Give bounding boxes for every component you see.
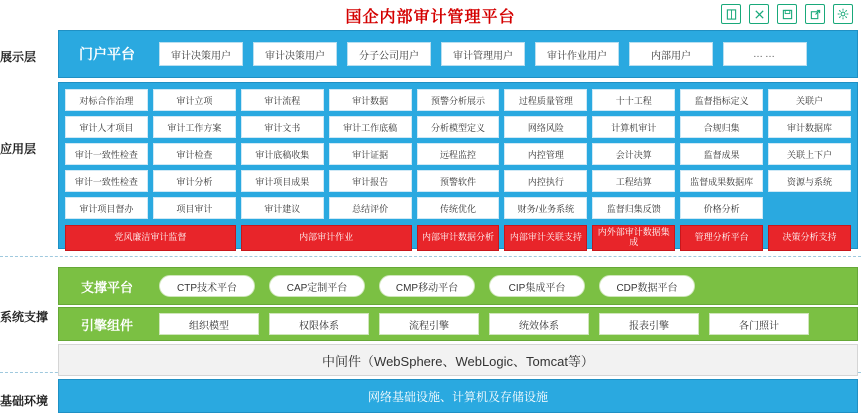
app-module[interactable]: 传统优化 — [417, 197, 500, 219]
support-platform-list — [155, 275, 695, 297]
support-platform-item[interactable]: CMP移动平台 — [379, 275, 475, 297]
support-platform-item[interactable]: CDP数据平台 — [599, 275, 695, 297]
app-module[interactable]: 审计一致性检查 — [65, 170, 148, 192]
app-module[interactable]: 十十工程 — [592, 89, 675, 111]
portal-user-list — [155, 42, 807, 66]
app-module[interactable]: 预警分析展示 — [417, 89, 500, 111]
layer-label-infrastructure: 基础环境 — [0, 394, 49, 408]
portal-item[interactable]: 审计决策用户 — [253, 42, 337, 66]
divider-application-support — [0, 256, 861, 257]
app-module[interactable]: 监督归集反馈 — [592, 197, 675, 219]
application-module-grid — [65, 89, 851, 219]
app-module[interactable]: 审计文书 — [241, 116, 324, 138]
app-module[interactable]: 审计证据 — [329, 143, 412, 165]
app-module[interactable]: 对标合作治理 — [65, 89, 148, 111]
engine-component-item[interactable]: 权限体系 — [269, 313, 369, 335]
app-module[interactable]: 审计一致性检查 — [65, 143, 148, 165]
app-module[interactable]: 会计决算 — [592, 143, 675, 165]
app-module[interactable]: 财务/业务系统 — [504, 197, 587, 219]
application-highlight-row — [65, 225, 851, 251]
engine-components-title: 引擎组件 — [80, 317, 133, 333]
portal-item[interactable]: 内部用户 — [629, 42, 713, 66]
highlight-module[interactable]: 党风廉洁审计监督 — [65, 225, 236, 251]
app-module[interactable]: 工程结算 — [592, 170, 675, 192]
highlight-module[interactable]: 决策分析支持 — [768, 225, 851, 251]
app-module[interactable]: 审计人才项目 — [65, 116, 148, 138]
engine-component-item[interactable]: 流程引擎 — [379, 313, 479, 335]
engine-component-item[interactable]: 统效体系 — [489, 313, 589, 335]
app-module[interactable]: 监督成果 — [680, 143, 763, 165]
title-bar — [0, 0, 861, 30]
portal-title: 门户平台 — [79, 46, 135, 62]
app-module[interactable]: 价格分析 — [680, 197, 763, 219]
engine-components-list — [155, 313, 809, 335]
support-platform-title: 支撑平台 — [80, 279, 133, 295]
app-module[interactable]: 审计分析 — [153, 170, 236, 192]
app-module[interactable]: 监督成果数据库 — [680, 170, 763, 192]
app-module[interactable]: 审计数据库 — [768, 116, 851, 138]
book-icon[interactable] — [721, 4, 741, 24]
app-module[interactable]: 关联上下户 — [768, 143, 851, 165]
app-module[interactable]: 审计检查 — [153, 143, 236, 165]
app-module[interactable]: 过程质量管理 — [504, 89, 587, 111]
highlight-module[interactable]: 内部审计作业 — [241, 225, 412, 251]
layer-label-display: 展示层 — [0, 50, 37, 64]
app-module[interactable]: 预警软件 — [417, 170, 500, 192]
support-platform-layer — [58, 267, 858, 305]
app-module[interactable]: 审计底稿收集 — [241, 143, 324, 165]
highlight-module[interactable]: 内部审计关联支持 — [504, 225, 587, 251]
app-module[interactable]: 总结评价 — [329, 197, 412, 219]
support-platform-item[interactable]: CAP定制平台 — [269, 275, 365, 297]
app-module[interactable]: 内控执行 — [504, 170, 587, 192]
app-module[interactable]: 审计流程 — [241, 89, 324, 111]
app-module[interactable]: 审计项目成果 — [241, 170, 324, 192]
app-module[interactable]: 审计数据 — [329, 89, 412, 111]
engine-component-item[interactable]: 报表引擎 — [599, 313, 699, 335]
app-module[interactable]: 关联户 — [768, 89, 851, 111]
app-module[interactable]: 审计立项 — [153, 89, 236, 111]
app-module[interactable]: 网络风险 — [504, 116, 587, 138]
highlight-module[interactable]: 内部审计数据分析 — [417, 225, 500, 251]
portal-item[interactable]: 审计决策用户 — [159, 42, 243, 66]
app-module[interactable]: 审计工作方案 — [153, 116, 236, 138]
portal-item-more[interactable]: …… — [723, 42, 807, 66]
support-platform-item[interactable]: CIP集成平台 — [489, 275, 585, 297]
app-module[interactable]: 合规归集 — [680, 116, 763, 138]
portal-item[interactable]: 分子公司用户 — [347, 42, 431, 66]
application-layer — [58, 82, 858, 249]
app-module[interactable]: 审计报告 — [329, 170, 412, 192]
layer-label-application: 应用层 — [0, 142, 37, 156]
app-module[interactable]: 项目审计 — [153, 197, 236, 219]
app-module[interactable]: 资源与系统 — [768, 170, 851, 192]
page-title: 国企内部审计管理平台 — [345, 9, 516, 26]
engine-component-item[interactable]: 各门照计 — [709, 313, 809, 335]
app-module[interactable]: 远程监控 — [417, 143, 500, 165]
engine-components-layer — [58, 307, 858, 341]
export-icon[interactable] — [805, 4, 825, 24]
app-module[interactable]: 审计建议 — [241, 197, 324, 219]
highlight-module[interactable]: 管理分析平台 — [680, 225, 763, 251]
portal-item[interactable]: 审计管理用户 — [441, 42, 525, 66]
middleware-layer: 中间件（WebSphere、WebLogic、Tomcat等） — [58, 344, 858, 376]
app-module[interactable]: 内控管理 — [504, 143, 587, 165]
highlight-module[interactable]: 内外部审计数据集成 — [592, 225, 675, 251]
app-module-placeholder — [768, 197, 851, 219]
app-module[interactable]: 计算机审计 — [592, 116, 675, 138]
settings-gear-icon[interactable] — [833, 4, 853, 24]
app-module[interactable]: 分析模型定义 — [417, 116, 500, 138]
app-module[interactable]: 监督指标定义 — [680, 89, 763, 111]
portal-layer — [58, 30, 858, 78]
portal-item[interactable]: 审计作业用户 — [535, 42, 619, 66]
app-module[interactable]: 审计项目督办 — [65, 197, 148, 219]
layer-label-support: 系统支撑 — [0, 310, 49, 324]
support-platform-item[interactable]: CTP技术平台 — [159, 275, 255, 297]
window-controls — [721, 4, 853, 24]
engine-component-item[interactable]: 组织模型 — [159, 313, 259, 335]
infrastructure-layer: 网络基础设施、计算机及存储设施 — [58, 379, 858, 413]
app-module[interactable]: 审计工作底稿 — [329, 116, 412, 138]
close-icon[interactable] — [749, 4, 769, 24]
save-icon[interactable] — [777, 4, 797, 24]
